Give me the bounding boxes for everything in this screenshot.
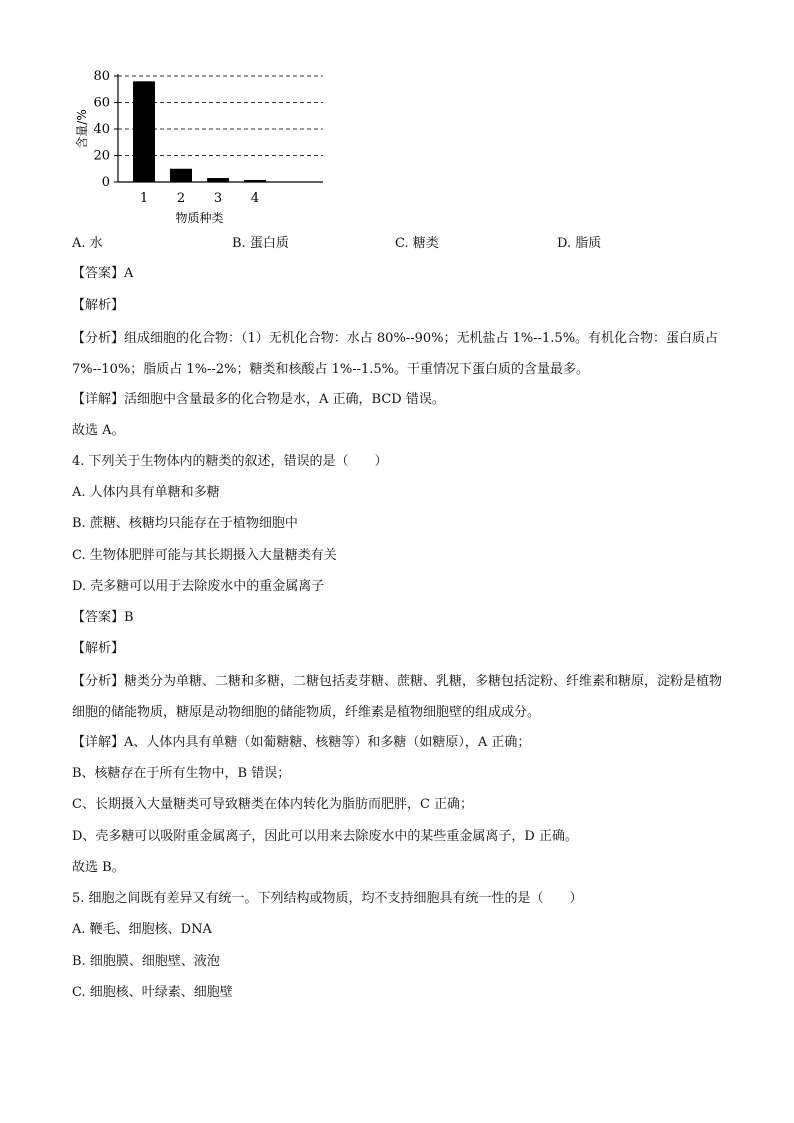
y-tick-label: 80 (93, 69, 110, 84)
q4-detail-d: D、壳多糖可以吸附重金属离子，因此可以用来去除废水中的某些重金属离子，D 正确。 (72, 829, 578, 844)
y-axis-label: 含量/% (75, 109, 89, 149)
q4-option-d: D. 壳多糖可以用于去除废水中的重金属离子 (72, 579, 325, 594)
bar-1 (133, 81, 155, 182)
y-tick-label: 0 (101, 175, 110, 190)
q3-analysis-heading: 【解析】 (72, 298, 125, 313)
q5-option-c: C. 细胞核、叶绿素、细胞壁 (72, 985, 233, 1000)
q4-answer: 【答案】B (72, 610, 134, 625)
q3-conclusion: 故选 A。 (72, 423, 125, 438)
bar-3 (207, 178, 229, 182)
bar-4 (244, 180, 266, 182)
bar-chart-svg (70, 60, 340, 230)
x-tick-label: 3 (213, 191, 223, 206)
x-tick-label: 1 (139, 191, 149, 206)
q4-conclusion: 故选 B。 (72, 860, 125, 875)
y-tick-label: 40 (93, 122, 110, 137)
q4-option-c: C. 生物体肥胖可能与其长期摄入大量糖类有关 (72, 548, 337, 563)
q3-answer: 【答案】A (72, 266, 134, 281)
q3-analysis-fenxi: 【分析】组成细胞的化合物：（1）无机化合物：水占 80%--90%；无机盐占 1%--1.5%。有机化合物：蛋白质占 7%--10%；脂质占 1%--2%；糖类和核酸占 1%--1.5%。干重情况下蛋白质的含量最多。 (72, 331, 719, 377)
q3-option-b: B. 蛋白质 (232, 236, 289, 251)
q5-option-b: B. 细胞膜、细胞壁、液泡 (72, 954, 220, 969)
q4-option-b: B. 蔗糖、核糖均只能存在于植物细胞中 (72, 516, 298, 531)
q3-option-c: C. 糖类 (395, 236, 439, 251)
x-axis-label: 物质种类 (175, 211, 224, 225)
q4-analysis-xiangjie: 【详解】A、人体内具有单糖（如葡糖糖、核糖等）和多糖（如糖原），A 正确； (72, 735, 531, 750)
q3-analysis-xiangjie: 【详解】活细胞中含量最多的化合物是水，A 正确，BCD 错误。 (72, 392, 445, 407)
x-tick-label: 2 (176, 191, 186, 206)
x-tick-label: 4 (250, 191, 260, 206)
bar-2 (170, 169, 192, 182)
q5-question: 5. 细胞之间既有差异又有统一。下列结构或物质，均不支持细胞具有统一性的是（ ） (72, 891, 583, 906)
q4-analysis-heading: 【解析】 (72, 641, 125, 656)
q4-detail-b: B、核糖存在于所有生物中，B 错误； (72, 766, 291, 781)
q3-option-a: A. 水 (72, 236, 103, 251)
q4-question: 4. 下列关于生物体内的糖类的叙述，错误的是（ ） (72, 454, 388, 469)
q4-analysis-fenxi: 【分析】糖类分为单糖、二糖和多糖，二糖包括麦芽糖、蔗糖、乳糖，多糖包括淀粉、纤维素和糖原，淀粉是植物细胞的储能物质，糖原是动物细胞的储能物质，纤维素是植物细胞壁的组成成分。 (72, 674, 723, 720)
q4-detail-c: C、长期摄入大量糖类可导致糖类在体内转化为脂肪而肥胖，C 正确； (72, 797, 474, 812)
bar-chart (70, 60, 340, 230)
y-tick-label: 60 (93, 95, 110, 111)
q5-option-a: A. 鞭毛、细胞核、DNA (72, 922, 212, 937)
q4-option-a: A. 人体内具有单糖和多糖 (72, 485, 220, 500)
q3-option-d: D. 脂质 (557, 236, 602, 251)
y-tick-label: 20 (93, 148, 110, 164)
